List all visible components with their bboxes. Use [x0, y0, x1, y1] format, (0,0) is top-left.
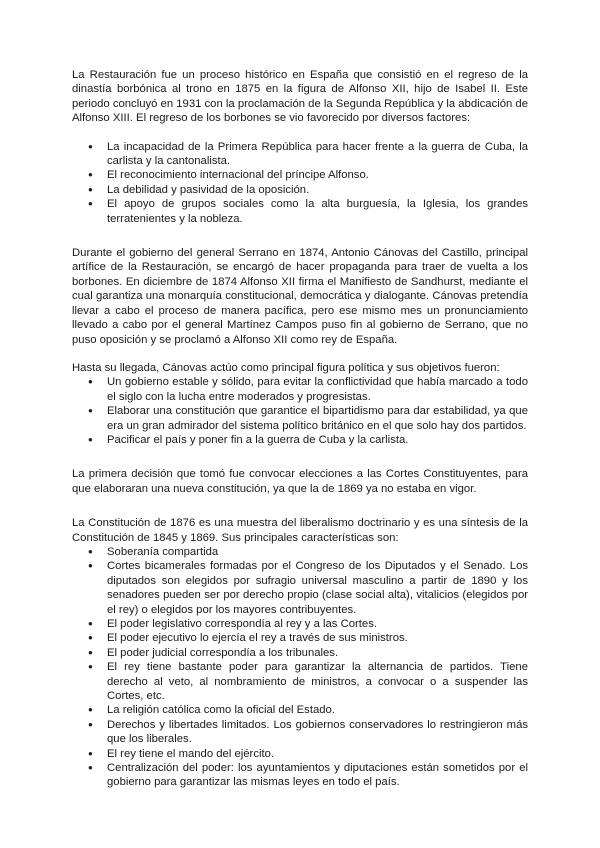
list-item: ● Elaborar una constitución que garantice el bipartidismo para dar estabilidad, ya que era un gran admirador del sistema político británico en el que solo hay dos partidos. — [72, 404, 528, 433]
list-item: ● El rey tiene el mando del ejército. — [72, 747, 528, 761]
elecciones-paragraph: La primera decisión que tomó fue convocar elecciones a las Cortes Constituyentes, para que elaboraran una nueva constitución, ya que la de 1869 ya no estaba en vigor. — [72, 468, 528, 495]
list-item: ● Pacificar el país y poner fin a la guerra de Cuba y la carlista. — [72, 433, 528, 447]
list-item: ● Un gobierno estable y sólido, para evitar la conflictividad que había marcado a todo el siglo con la lucha entre moderados y progresistas. — [72, 375, 528, 404]
objetivos-list — [72, 375, 528, 447]
list-item: ● El reconocimiento internacional del príncipe Alfonso. — [72, 168, 528, 182]
constitucion-paragraph: La Constitución de 1876 es una muestra del liberalismo doctrinario y es una síntesis de la Constitución de 1845 y 1869. Sus principales características son: — [72, 517, 528, 544]
list-item: ● Derechos y libertades limitados. Los gobiernos conservadores lo restringieron más que los liberales. — [72, 718, 528, 747]
serrano-paragraph: Durante el gobierno del general Serrano en 1874, Antonio Cánovas del Castillo, principal artífice de la Restauración, se encargó de hacer propaganda para traer de vuelta a los borbones. En diciembre de 1874 Alfonso XII firma el Manifiesto de Sandhurst, mediante el cual garantiza una monarquía constitucional, democrática y dialogante. Cánovas pretendía llevar a cabo el proceso de manera pacífica, pero ese mismo mes un pronunciamiento llevado a cabo por el general Martínez Campos puso fin al gobierno de Serrano, que no puso oposición y se proclamó a Alfonso XII como rey de España. — [72, 247, 528, 346]
list-item: ● Soberanía compartida — [72, 545, 528, 559]
intro-paragraph: La Restauración fue un proceso histórico en España que consistió en el regreso de la dinastía borbónica al trono en 1875 en la figura de Alfonso XII, hijo de Isabel II. Este periodo concluyó en 1931 con la proclamación de la Segunda República y la abdicación de Alfonso XIII. El regreso de los borbones se vio favorecido por diversos factores: — [72, 69, 528, 125]
list-item: ● La debilidad y pasividad de la oposición. — [72, 183, 528, 197]
list-item: ● La incapacidad de la Primera República para hacer frente a la guerra de Cuba, la carlista y la cantonalista. — [72, 140, 528, 169]
caracteristicas-list — [72, 545, 528, 790]
list-item: ● El rey tiene bastante poder para garantizar la alternancia de partidos. Tiene derecho al veto, al nombramiento de ministros, a convocar o a suspender las Cortes, etc. — [72, 660, 528, 703]
list-item: ● La religión católica como la oficial del Estado. — [72, 703, 528, 717]
list-item: ● El poder ejecutivo lo ejercía el rey a través de sus ministros. — [72, 631, 528, 645]
objetivos-paragraph: Hasta su llegada, Cánovas actúo como principal figura política y sus objetivos fueron: — [72, 361, 500, 374]
factores-list — [72, 140, 528, 226]
list-item: ● El poder judicial correspondía a los tribunales. — [72, 646, 528, 660]
list-item: ● El apoyo de grupos sociales como la alta burguesía, la Iglesia, los grandes terratenientes y la nobleza. — [72, 197, 528, 226]
list-item: ● Cortes bicamerales formadas por el Congreso de los Diputados y el Senado. Los diputados son elegidos por sufragio universal masculino a partir de 1890 y los senadores pueden ser por derecho propio (clase social alta), vitalicios (elegidos por el rey) o elegidos por los mayores contribuyentes. — [72, 559, 528, 617]
list-item: ● Centralización del poder: los ayuntamientos y diputaciones están sometidos por el gobierno para garantizar las mismas leyes en todo el país. — [72, 761, 528, 790]
list-item: ● El poder legislativo correspondía al rey y a las Cortes. — [72, 617, 528, 631]
